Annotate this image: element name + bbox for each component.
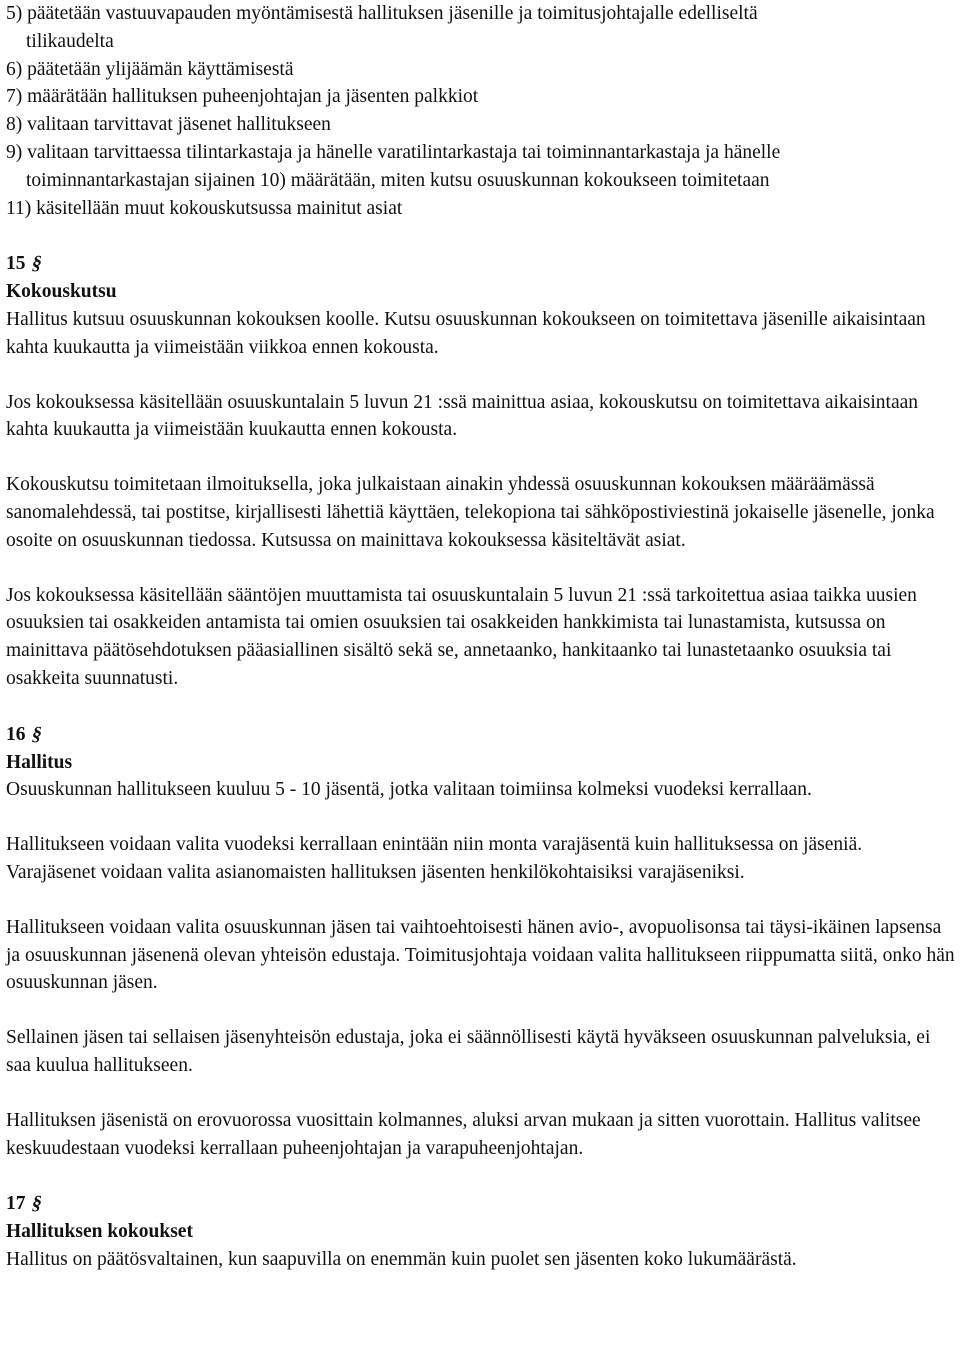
list-item-continuation: toiminnantarkastajan sijainen 10) määrätään, miten kutsu osuuskunnan kokoukseen toimitetaan <box>26 169 770 191</box>
paragraph: Hallitus on päätösvaltainen, kun saapuvilla on enemmän kuin puolet sen jäsenten koko lukumäärästä. <box>6 1248 797 1270</box>
section-16 <box>6 721 956 1163</box>
section-number <box>6 250 956 278</box>
section-sign: § <box>29 723 44 745</box>
paragraph: Sellainen jäsen tai sellaisen jäsenyhteisön edustaja, joka ei säännöllisesti käytä hyväkseen osuuskunnan palveluksia, ei saa kuulua hallitukseen. <box>6 1027 931 1076</box>
paragraph: Hallituksen jäsenistä on erovuorossa vuosittain kolmannes, aluksi arvan mukaan ja sitten vuorottain. Hallitus valitsee keskuudestaan vuodeksi kerrallaan puheenjohtajan ja varapuheenjohtajan. <box>6 1109 921 1159</box>
section-number <box>6 1190 956 1218</box>
section-number-value: 16 <box>6 723 26 745</box>
section-15 <box>6 250 956 692</box>
list-item: 7) määrätään hallituksen puheenjohtajan ja jäsenten palkkiot <box>6 86 479 108</box>
section-number-value: 17 <box>6 1193 26 1215</box>
section-17 <box>6 1190 956 1273</box>
intro-list <box>6 0 956 222</box>
paragraph: Hallitus kutsuu osuuskunnan kokouksen koolle. Kutsu osuuskunnan kokoukseen on toimitettava jäsenille aikaisintaan kahta kuukautta ja viimeistään viikkoa ennen kokousta. <box>6 308 926 358</box>
section-number <box>6 721 956 749</box>
list-item: 6) päätetään ylijäämän käyttämisestä <box>6 58 294 80</box>
list-item: 8) valitaan tarvittavat jäsenet hallitukseen <box>6 114 331 136</box>
section-title: Hallitus <box>6 751 73 773</box>
list-item: 9) valitaan tarvittaessa tilintarkastaja ja hänelle varatilintarkastaja tai toiminnantarkastaja ja hänelle <box>6 141 781 163</box>
section-sign: § <box>29 1193 44 1215</box>
list-item: 11) käsitellään muut kokouskutsussa mainitut asiat <box>6 197 403 219</box>
list-item-continuation: tilikaudelta <box>26 30 114 52</box>
section-title: Hallituksen kokoukset <box>6 1221 193 1243</box>
paragraph: Jos kokouksessa käsitellään sääntöjen muuttamista tai osuuskuntalain 5 luvun 21 :ssä tarkoitettua asiaa taikka uusien osuuksien tai osakkeiden antamista tai omien osuuksien tai osakkeiden hankkimista tai lunastamista, kutsussa on mainittava päätösehdotuksen pääasiallinen sisältö sekä se, annetaanko, hankitaanko tai lunastetaanko osuuksia tai osakkeita suunnatusti. <box>6 584 917 689</box>
paragraph: Kokouskutsu toimitetaan ilmoituksella, joka julkaistaan ainakin yhdessä osuuskunnan kokouksen määräämässä sanomalehdessä, tai postitse, kirjallisesti lähettiä käyttäen, telekopiona tai sähköpostiviestinä jokaiselle jäsenelle, jonka osoite on osuuskunnan tiedossa. Kutsussa on mainittava kokouksessa käsiteltävät asiat. <box>6 474 935 551</box>
paragraph: Jos kokouksessa käsitellään osuuskuntalain 5 luvun 21 :ssä mainittua asiaa, kokouskutsu on toimitettava aikaisintaan kahta kuukautta ja viimeistään kuukautta ennen kokousta. <box>6 391 919 441</box>
paragraph: Hallitukseen voidaan valita osuuskunnan jäsen tai vaihtoehtoisesti hänen avio-, avopuolisonsa tai täysi-ikäinen lapsensa ja osuuskunnan jäsenenä olevan yhteisön edustaja. Toimitusjohtaja voidaan valita hallitukseen riippumatta siitä, onko hän osuuskunnan jäsen. <box>6 916 955 994</box>
document-page <box>6 0 956 1274</box>
section-sign: § <box>29 253 44 275</box>
section-title: Kokouskutsu <box>6 281 117 303</box>
section-number-value: 15 <box>6 253 26 275</box>
list-item: 5) päätetään vastuuvapauden myöntämisestä hallituksen jäsenille ja toimitusjohtajalle edelliseltä <box>6 3 758 24</box>
paragraph: Hallitukseen voidaan valita vuodeksi kerrallaan enintään niin monta varajäsentä kuin hallituksessa on jäseniä. Varajäsenet voidaan valita asianomaisten hallituksen jäsenten henkilökohtaisiksi varajäseniksi. <box>6 834 863 883</box>
paragraph: Osuuskunnan hallitukseen kuuluu 5 - 10 jäsentä, jotka valitaan toimiinsa kolmeksi vuodeksi kerrallaan. <box>6 779 812 801</box>
